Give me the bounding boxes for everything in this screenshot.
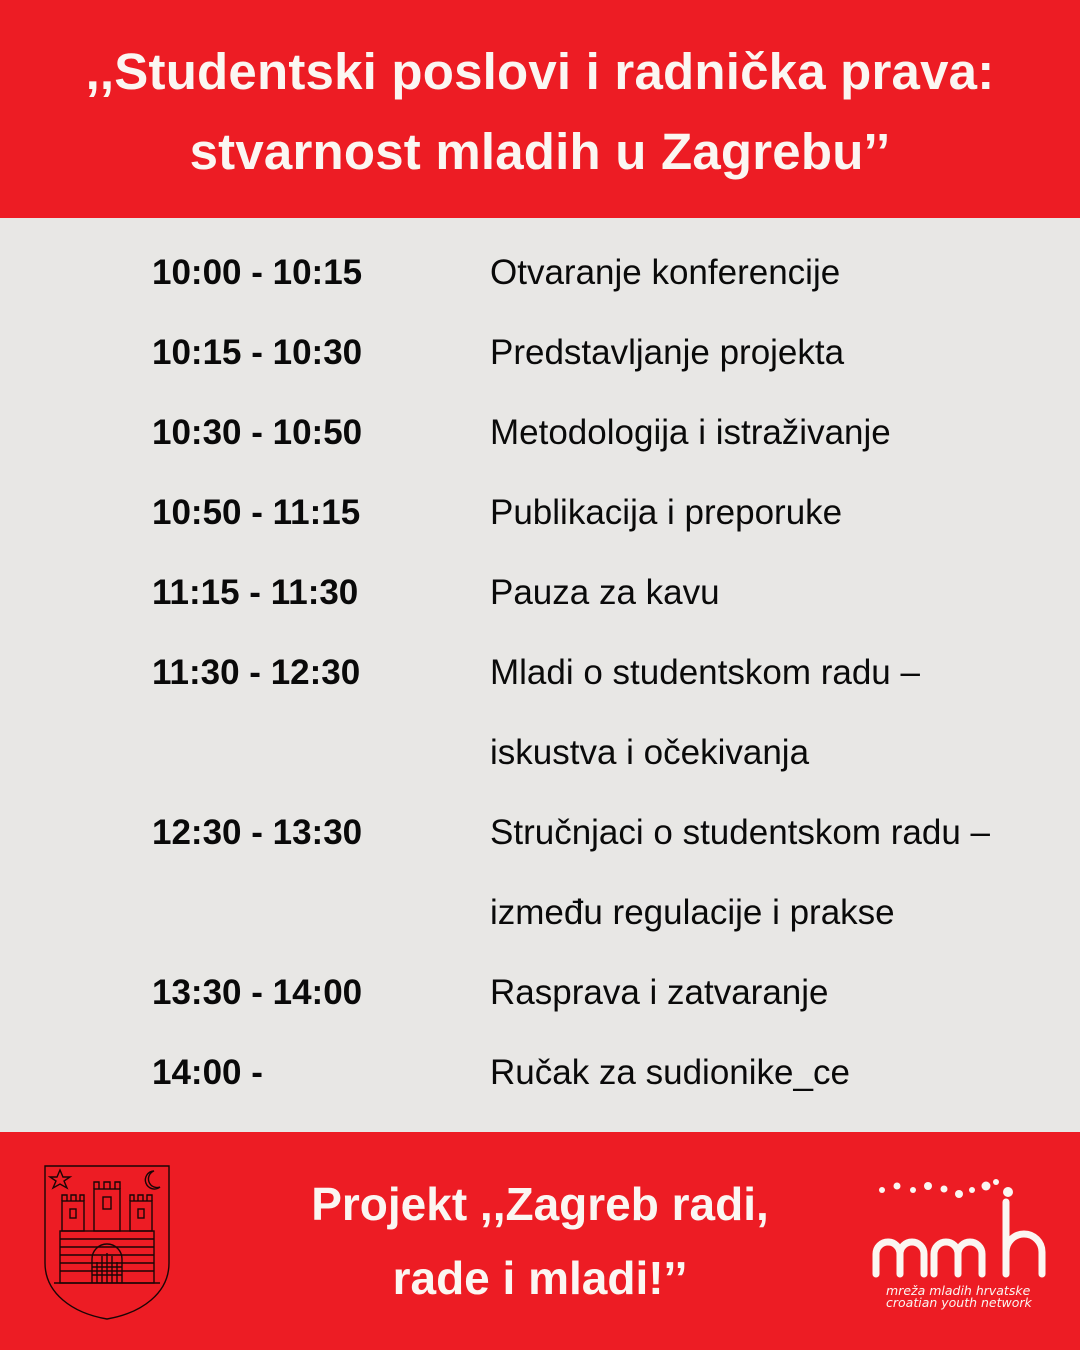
agenda-time: 10:30 - 10:50 [152, 413, 363, 452]
agenda-item: Metodologija i istraživanje [490, 413, 891, 452]
agenda-item: Rasprava i zatvaranje [490, 973, 829, 1012]
agenda-row [0, 793, 1080, 953]
agenda-item: Stručnjaci o studentskom radu – između regulacije i prakse [490, 813, 990, 932]
agenda-row [0, 1033, 1080, 1113]
agenda-item: Pauza za kavu [490, 573, 720, 612]
agenda-row [0, 953, 1080, 1033]
agenda-item: Predstavljanje projekta [490, 333, 845, 372]
logo-tagline-hr: mreža mladih hrvatske [886, 1283, 1031, 1298]
project-title-line-1: Projekt ,,Zagreb radi, [311, 1178, 769, 1230]
agenda-schedule [0, 218, 1080, 1132]
agenda-row [0, 473, 1080, 553]
agenda-time: 11:15 - 11:30 [152, 573, 359, 612]
agenda-item: Publikacija i preporuke [490, 493, 843, 532]
agenda-time: 10:00 - 10:15 [152, 253, 363, 292]
agenda-time: 12:30 - 13:30 [152, 813, 363, 852]
agenda-time: 10:50 - 11:15 [152, 493, 361, 532]
logo-tagline-en: croatian youth network [886, 1295, 1032, 1310]
agenda-time: 13:30 - 14:00 [152, 973, 363, 1012]
page-title-line-2: stvarnost mladih u Zagrebu’’ [189, 123, 891, 180]
agenda-item: Mladi o studentskom radu – iskustva i očekivanja [490, 653, 920, 772]
agenda-row [0, 633, 1080, 793]
page-title-line-1: ,,Studentski poslovi i radnička prava: [85, 43, 995, 100]
agenda-row [0, 233, 1080, 313]
agenda-time: 14:00 - [152, 1053, 263, 1092]
agenda-row [0, 393, 1080, 473]
agenda-time: 10:15 - 10:30 [152, 333, 363, 372]
zagreb-coat-of-arms-logo [42, 1163, 172, 1321]
agenda-row [0, 553, 1080, 633]
agenda-row [0, 313, 1080, 393]
agenda-item: Otvaranje konferencije [490, 253, 841, 292]
title-banner [0, 0, 1080, 218]
agenda-time: 11:30 - 12:30 [152, 653, 361, 692]
agenda-item: Ručak za sudionike_ce [490, 1053, 850, 1092]
project-title-line-2: rade i mladi!’’ [392, 1252, 688, 1304]
